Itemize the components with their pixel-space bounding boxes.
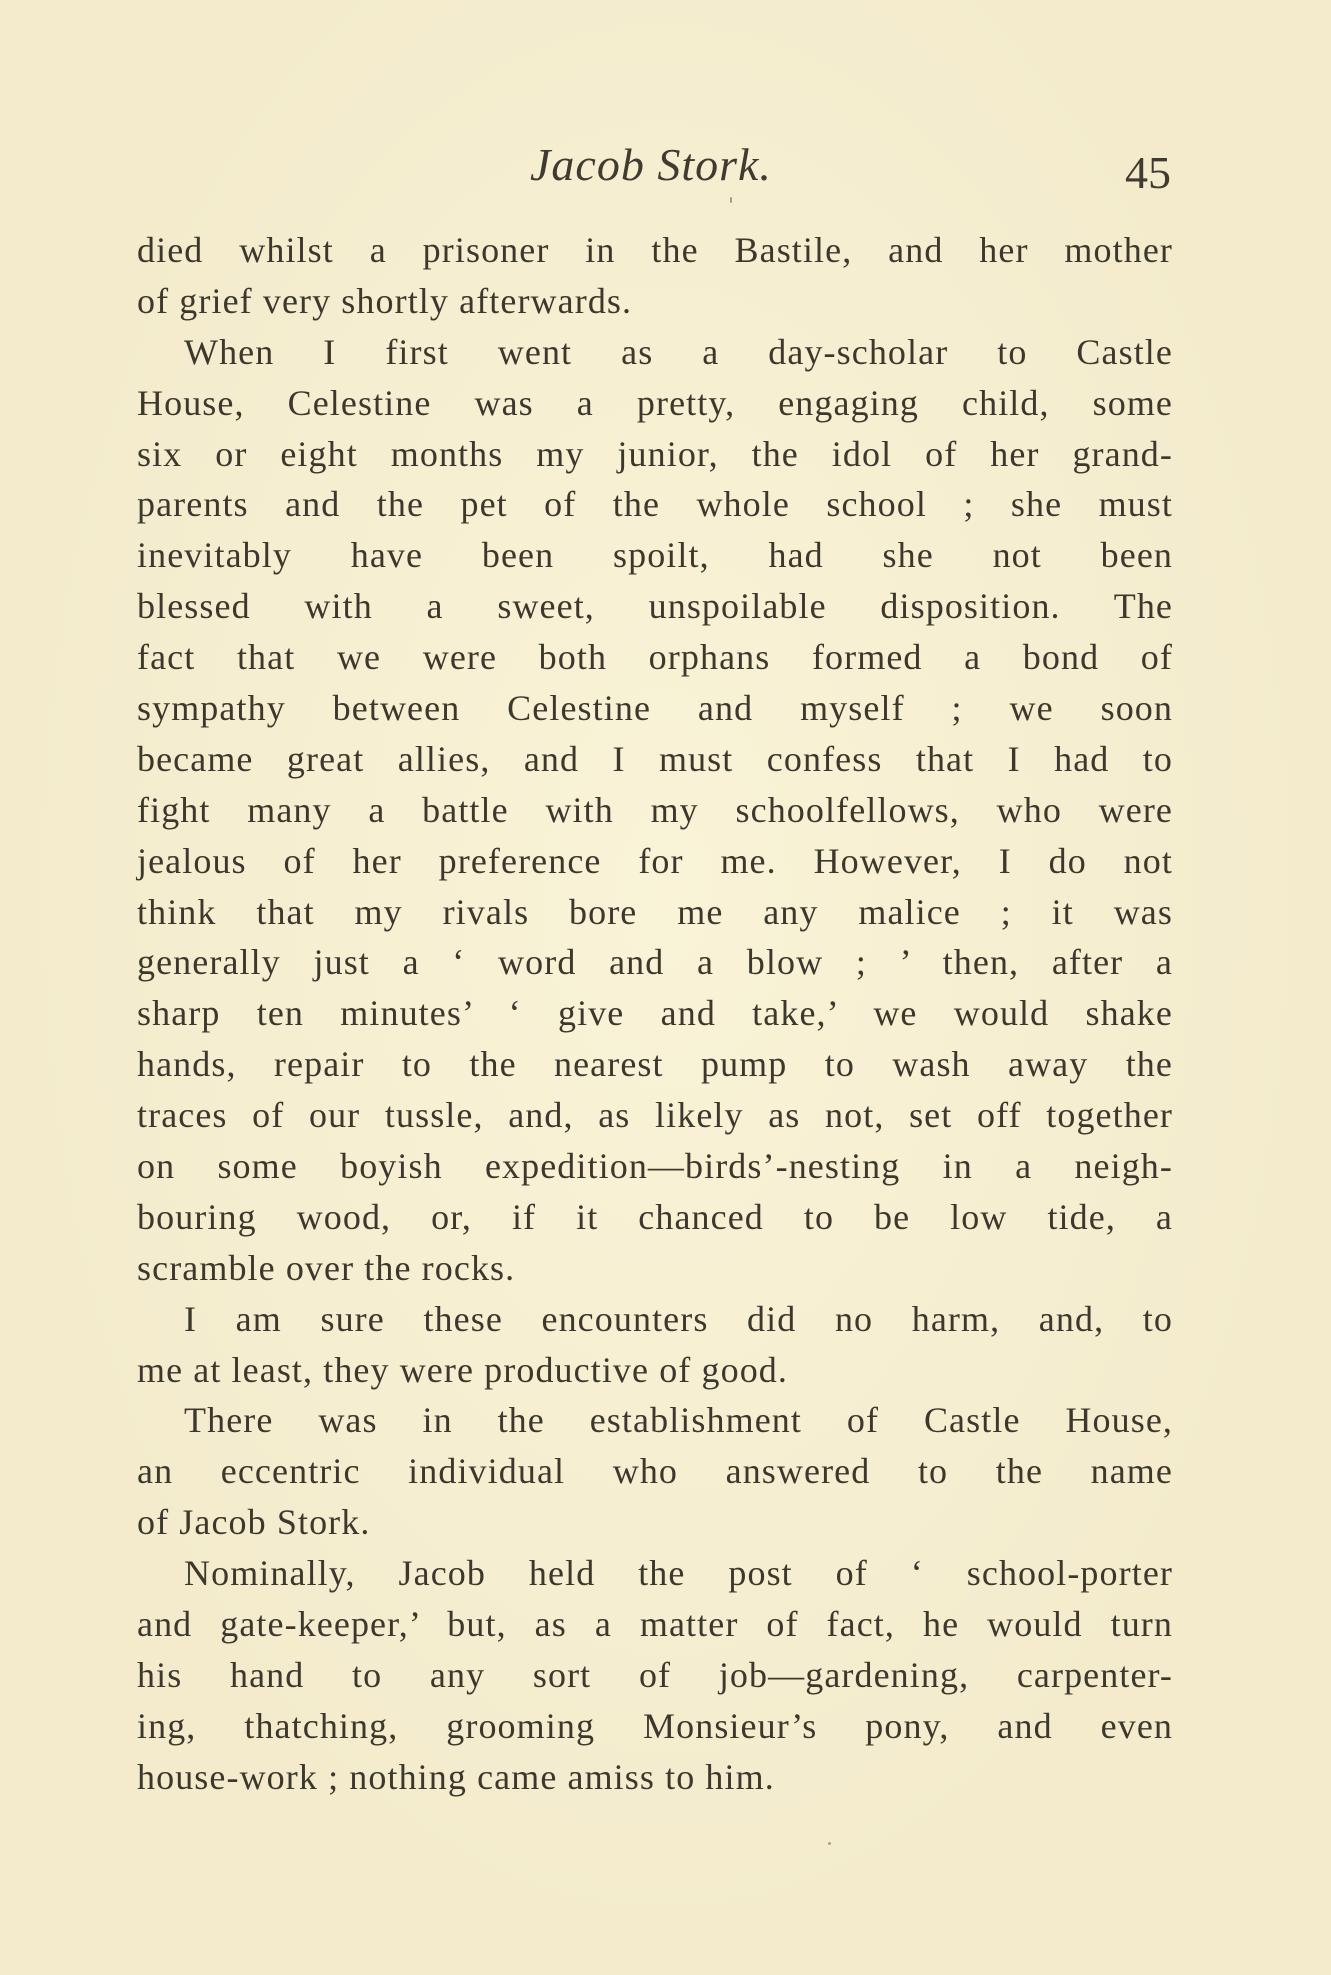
text-line: House, Celestine was a pretty, engaging child, some [137, 382, 1173, 423]
text-line: parents and the pet of the whole school ; she must [137, 484, 1173, 525]
text-line: me at least, they were productive of good. [137, 1349, 788, 1390]
paper-speck [828, 1842, 831, 1845]
text-line: jealous of her preference for me. However, I do not [137, 840, 1173, 881]
text-line: sharp ten minutes’ ‘ give and take,’ we would shake [137, 993, 1173, 1034]
text-line: his hand to any sort of job—gardening, carpenter- [137, 1654, 1173, 1695]
text-line: bouring wood, or, if it chanced to be low tide, a [137, 1196, 1173, 1237]
text-line: died whilst a prisoner in the Bastile, and her mother [137, 230, 1173, 270]
text-line: hands, repair to the nearest pump to wash away the [137, 1044, 1173, 1085]
text-line: on some boyish expedition—birds’-nesting in a neigh- [137, 1146, 1173, 1187]
running-head [0, 138, 1331, 208]
text-line: scramble over the rocks. [137, 1247, 516, 1288]
text-line: There was in the establishment of Castle House, [184, 1400, 1173, 1441]
text-line: blessed with a sweet, unspoilable disposition. The [137, 586, 1173, 627]
body-text [137, 225, 1173, 1803]
page-number: 45 [1125, 147, 1171, 198]
text-line: fight many a battle with my schoolfellows, who were [137, 789, 1173, 830]
text-line: became great allies, and I must confess that I had to [137, 738, 1173, 779]
text-line: think that my rivals bore me any malice ; it was [137, 891, 1173, 932]
text-line: an eccentric individual who answered to the name [137, 1451, 1173, 1492]
text-line: sympathy between Celestine and myself ; we soon [137, 688, 1173, 729]
text-line: six or eight months my junior, the idol of her grand- [137, 433, 1173, 474]
running-title: Jacob Stork. [530, 139, 772, 190]
text-line: fact that we were both orphans formed a bond of [137, 637, 1173, 678]
text-line: house-work ; nothing came amiss to him. [137, 1756, 775, 1797]
text-line: inevitably have been spoilt, had she not been [137, 535, 1173, 576]
text-line: of grief very shortly afterwards. [137, 280, 633, 321]
text-line: of Jacob Stork. [137, 1502, 371, 1543]
text-line: I am sure these encounters did no harm, and, to [184, 1298, 1173, 1339]
text-line: Nominally, Jacob held the post of ‘ school-porter [184, 1553, 1173, 1594]
paper-speck [730, 197, 732, 203]
text-line: and gate-keeper,’ but, as a matter of fact, he would turn [137, 1604, 1173, 1645]
text-line: generally just a ‘ word and a blow ; ’ then, after a [137, 942, 1173, 983]
text-line: ing, thatching, grooming Monsieur’s pony, and even [137, 1705, 1173, 1746]
text-line: When I first went as a day-scholar to Castle [184, 331, 1173, 372]
text-line: traces of our tussle, and, as likely as not, set off together [137, 1095, 1173, 1136]
